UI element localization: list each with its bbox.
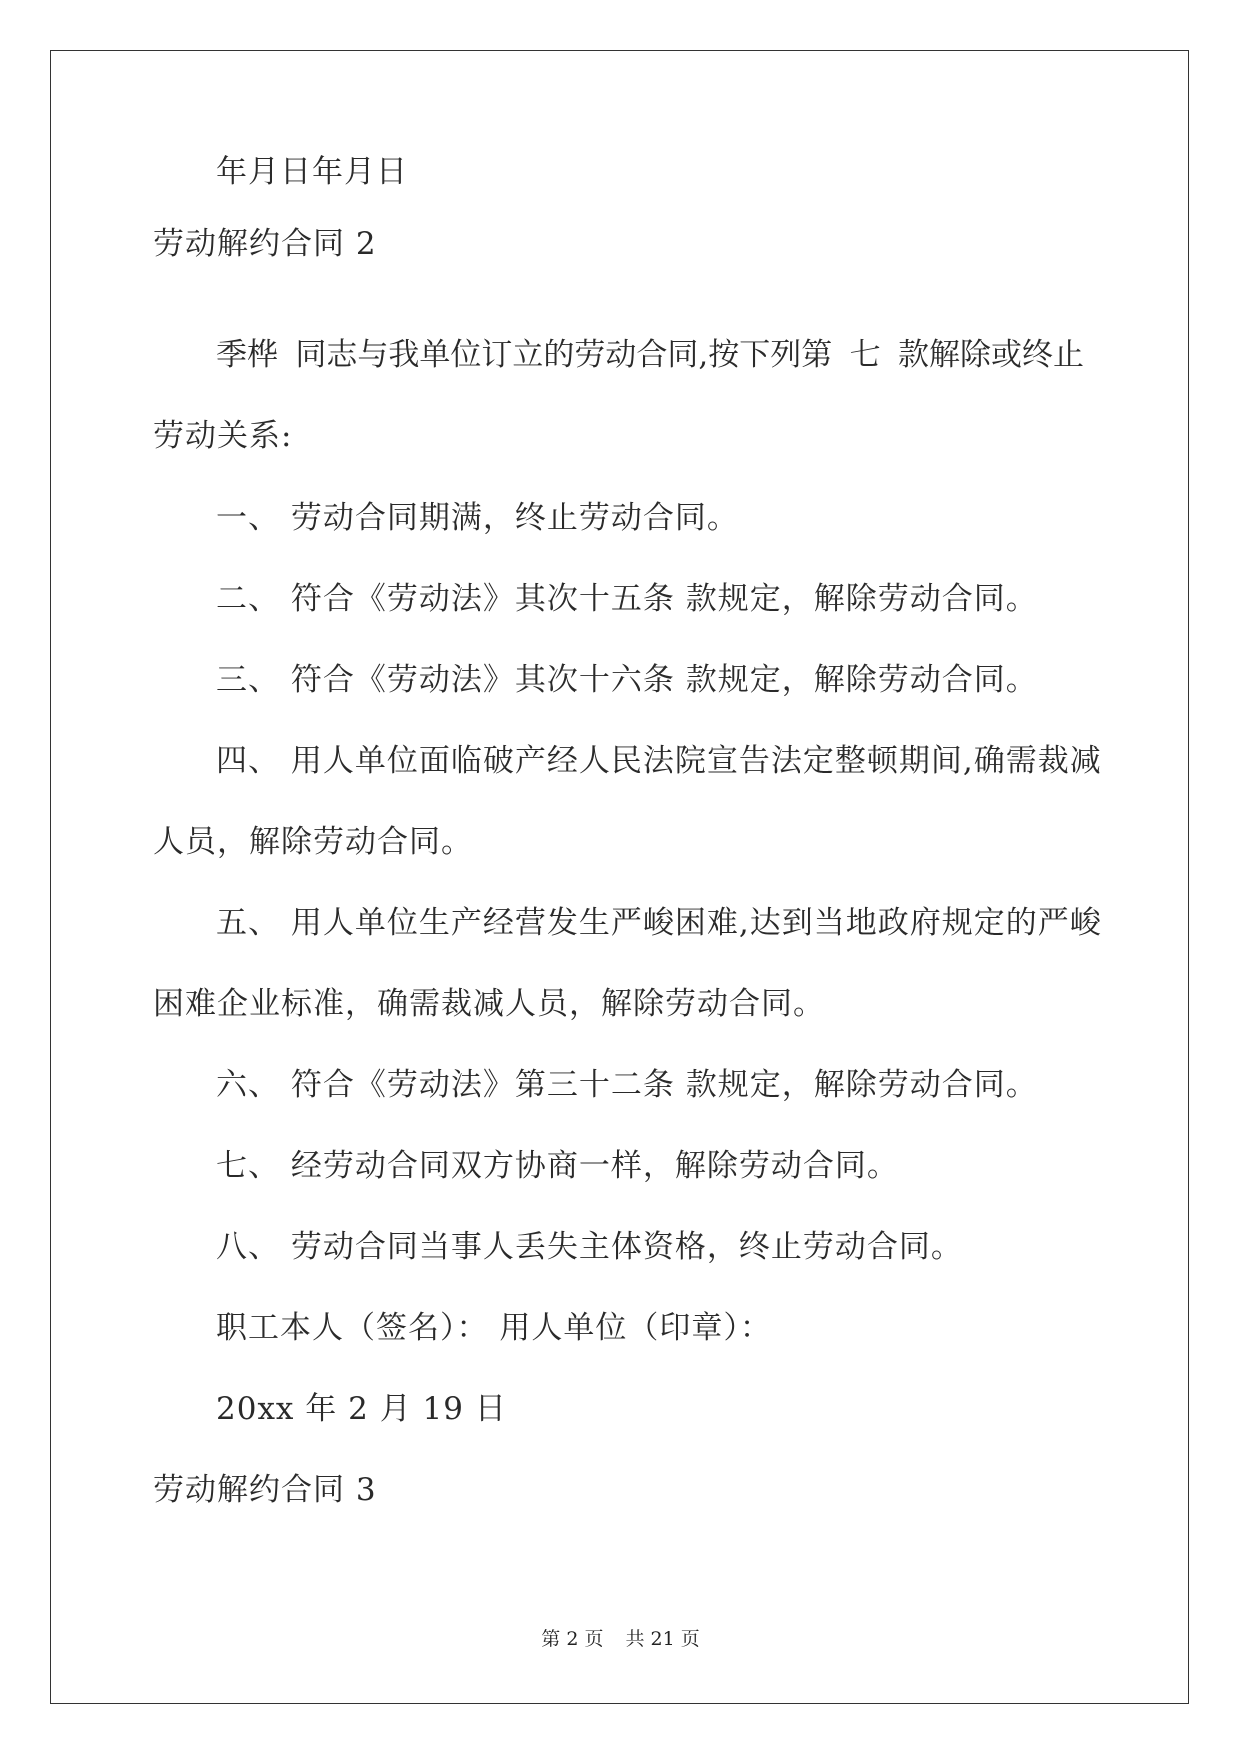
page-frame	[50, 50, 1189, 1704]
intro-paragraph-line1	[216, 337, 1084, 373]
list-item-4-line2: 人员，解除劳动合同。	[153, 824, 473, 860]
intro-paragraph-line2: 劳动关系:	[153, 418, 293, 454]
list-item-4-line1: 四、 用人单位面临破产经人民法院宣告法定整顿期间,确需裁减	[216, 743, 1102, 779]
page-number: 第 2 页	[541, 1628, 604, 1650]
list-item-2: 二、 符合《劳动法》其次十五条 款规定，解除劳动合同。	[216, 581, 1038, 617]
page-total: 共 21 页	[625, 1628, 700, 1650]
intro-text-end: 款解除或终止	[897, 337, 1084, 373]
list-item-7: 七、 经劳动合同双方协商一样，解除劳动合同。	[216, 1148, 899, 1184]
section-heading-2: 劳动解约合同 2	[153, 226, 377, 262]
list-item-8: 八、 劳动合同当事人丢失主体资格，终止劳动合同。	[216, 1229, 963, 1265]
signature-line: 职工本人（签名）： 用人单位（印章）：	[216, 1310, 772, 1346]
date-line: 年月日年月日	[216, 154, 408, 190]
clause-number: 七	[849, 337, 881, 373]
list-item-5-line2: 困难企业标准，确需裁减人员，解除劳动合同。	[153, 986, 825, 1022]
signature-date: 20xx 年 2 月 19 日	[216, 1391, 507, 1427]
employee-name: 季桦	[216, 337, 278, 373]
section-heading-3: 劳动解约合同 3	[153, 1472, 377, 1508]
page-footer	[0, 1630, 1241, 1649]
list-item-5-line1: 五、 用人单位生产经营发生严峻困难,达到当地政府规定的严峻	[216, 905, 1102, 941]
list-item-6: 六、 符合《劳动法》第三十二条 款规定，解除劳动合同。	[216, 1067, 1038, 1103]
list-item-1: 一、 劳动合同期满，终止劳动合同。	[216, 500, 739, 536]
list-item-3: 三、 符合《劳动法》其次十六条 款规定，解除劳动合同。	[216, 662, 1038, 698]
intro-text: 同志与我单位订立的劳动合同,按下列第	[295, 337, 833, 373]
